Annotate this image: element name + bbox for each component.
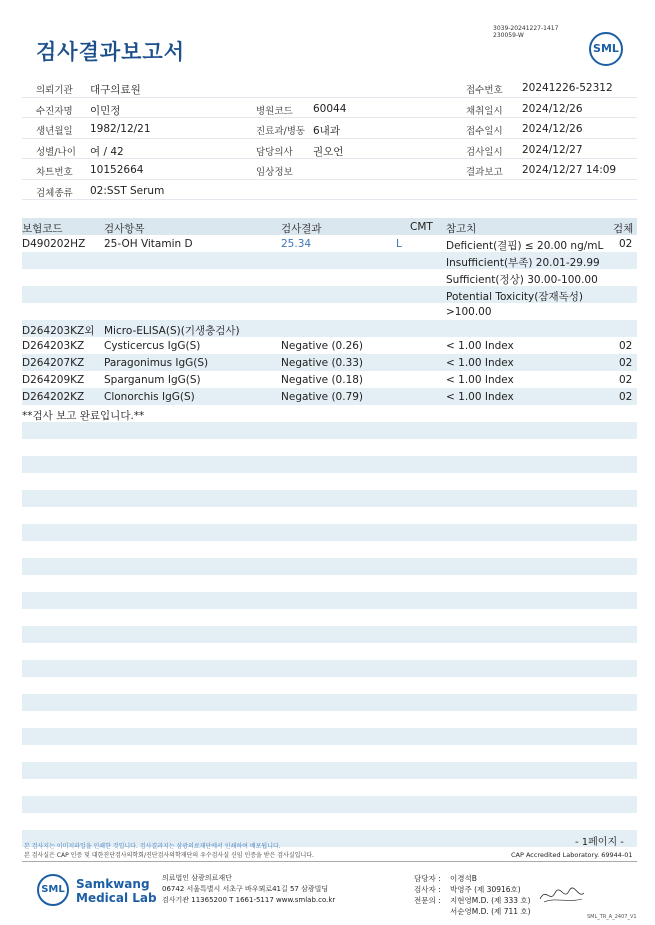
hospital-label: 의뢰기관 xyxy=(36,85,73,96)
hospital-code-value: 60044 xyxy=(313,102,347,115)
exam-date-value: 2024/12/27 xyxy=(522,143,583,156)
sampling-date-value: 2024/12/26 xyxy=(522,102,583,115)
result-item: 25-OH Vitamin D xyxy=(104,238,193,250)
page-number: - 1페이지 - xyxy=(575,837,624,848)
report-title: 검사결과보고서 xyxy=(36,40,186,64)
results-rows xyxy=(22,235,637,847)
report-date-value: 2024/12/27 14:09 xyxy=(522,164,617,176)
result-result: Negative (0.26) xyxy=(281,340,364,352)
footer-note-print: 본 검사지는 이미지파일을 인쇄한 것입니다. 검사결과지는 삼광의료재단에서 인쇄하여 배포됩니다. xyxy=(24,843,281,850)
logo-text: SML xyxy=(593,42,619,55)
result-specimen: 02 xyxy=(619,374,633,386)
result-ref: < 1.00 Index xyxy=(446,340,514,352)
document-code xyxy=(493,25,558,39)
sml-logo-icon xyxy=(589,32,623,66)
result-specimen: 02 xyxy=(619,391,633,403)
info-row xyxy=(22,98,637,119)
reception-no-value: 20241226-52312 xyxy=(522,82,613,94)
info-row xyxy=(22,139,637,160)
result-ref: >100.00 xyxy=(446,306,492,318)
result-ref: Sufficient(정상) 30.00-100.00 xyxy=(446,274,598,286)
footer-notes xyxy=(24,842,314,860)
report-date-label: 결과보고 xyxy=(466,167,503,178)
specimen-value: 02:SST Serum xyxy=(90,184,165,197)
result-row-empty xyxy=(22,541,637,558)
clinical-label: 임상정보 xyxy=(256,167,293,178)
address-line-2: 06742 서울특별시 서초구 바우뫼로41길 57 삼광빌딩 xyxy=(162,885,329,893)
patient-value: 이민정 xyxy=(90,104,121,117)
header-item: 검사항목 xyxy=(104,223,145,235)
result-row-empty xyxy=(22,439,637,456)
reception-no-label: 접수번호 xyxy=(466,85,503,96)
exam-date-label: 검사일시 xyxy=(466,146,503,158)
result-specimen: 02 xyxy=(619,238,633,250)
result-code: D264209KZ xyxy=(22,374,85,386)
result-code: D490202HZ xyxy=(22,238,86,250)
signature-icon xyxy=(538,884,586,906)
result-row-empty xyxy=(22,745,637,762)
sml-footer-logo-icon xyxy=(37,874,69,906)
info-row xyxy=(22,159,637,180)
cap-accreditation: CAP Accredited Laboratory. 69944-01 xyxy=(511,851,633,859)
result-code: D264202KZ xyxy=(22,391,85,403)
result-row-empty xyxy=(22,524,637,541)
result-row-empty xyxy=(22,677,637,694)
result-result: Negative (0.79) xyxy=(281,391,364,403)
brand-line-2: Medical Lab xyxy=(76,891,157,905)
result-ref: Potential Toxicity(잠재독성) xyxy=(446,291,583,303)
result-row-empty xyxy=(22,728,637,745)
result-item: Sparganum IgG(S) xyxy=(104,374,201,386)
result-row-empty xyxy=(22,507,637,524)
info-row xyxy=(22,77,637,98)
result-row-empty xyxy=(22,643,637,660)
result-row-empty xyxy=(22,779,637,796)
result-row-empty xyxy=(22,575,637,592)
footer-note-accreditation: 본 검사실은 CAP 인증 및 대한진단검사의학회/진단검사의학재단의 우수검사실 신임 인증을 받은 검사실입니다. xyxy=(24,852,314,859)
report-complete-note: **검사 보고 완료입니다.** xyxy=(22,410,145,422)
patient-info xyxy=(22,77,637,200)
result-row xyxy=(22,388,637,405)
result-ref: Deficient(결핍) ≤ 20.00 ng/mL xyxy=(446,240,604,252)
staff-label: 검사자 : xyxy=(414,885,441,894)
dept-label: 진료과/병동 xyxy=(256,126,306,137)
result-item: Cysticercus IgG(S) xyxy=(104,340,201,352)
result-row-empty xyxy=(22,609,637,626)
result-item: Micro-ELISA(S)(기생충검사) xyxy=(104,325,240,337)
patient-label: 수진자명 xyxy=(36,105,73,117)
result-item: Clonorchis IgG(S) xyxy=(104,391,195,403)
staff-name: 박영주 (제 30916호) xyxy=(450,885,521,894)
doctor-label: 담당의사 xyxy=(256,146,293,158)
hospital-code-label: 병원코드 xyxy=(256,105,293,117)
result-row xyxy=(22,320,637,337)
form-code: SML_TR_A_2407_V1 xyxy=(587,914,637,920)
result-row xyxy=(22,405,637,422)
result-row xyxy=(22,303,637,320)
result-row-empty xyxy=(22,592,637,609)
result-row-empty xyxy=(22,813,637,830)
result-row-empty xyxy=(22,762,637,779)
result-code: D264207KZ xyxy=(22,357,85,369)
address-line-1: 의료법인 삼광의료재단 xyxy=(162,874,232,882)
results-header xyxy=(22,218,637,235)
result-row-empty xyxy=(22,473,637,490)
result-specimen: 02 xyxy=(619,340,633,352)
result-row xyxy=(22,252,637,269)
hospital-value: 대구의료원 xyxy=(90,84,141,96)
brand-line-1: Samkwang xyxy=(76,877,150,891)
birth-value: 1982/12/21 xyxy=(90,123,151,135)
doctor-value: 권오언 xyxy=(313,145,344,158)
result-row xyxy=(22,337,637,354)
birth-label: 생년월일 xyxy=(36,126,73,137)
result-row xyxy=(22,269,637,286)
result-row-empty xyxy=(22,711,637,728)
document-code-line-2: 230059-W xyxy=(493,32,524,39)
document-code-line-1: 3039-20241227-1417 xyxy=(493,25,559,32)
staff-label: 담당자 : xyxy=(414,874,441,883)
sex-age-label: 성별/나이 xyxy=(36,146,76,158)
result-specimen: 02 xyxy=(619,357,633,369)
header-code: 보험코드 xyxy=(22,223,63,235)
info-row xyxy=(22,118,637,139)
chart-no-label: 차트번호 xyxy=(36,167,73,178)
info-row xyxy=(22,180,637,201)
result-ref: < 1.00 Index xyxy=(446,357,514,369)
reception-date-value: 2024/12/26 xyxy=(522,123,583,135)
result-row xyxy=(22,286,637,303)
result-code: D264203KZ xyxy=(22,340,85,352)
result-row-empty xyxy=(22,660,637,677)
result-result: Negative (0.18) xyxy=(281,374,364,386)
result-ref: < 1.00 Index xyxy=(446,391,514,403)
header-result: 검사결과 xyxy=(281,223,322,235)
footer-address xyxy=(162,873,335,906)
results-table xyxy=(22,218,637,847)
staff-name: 이경석B xyxy=(450,874,477,883)
result-row xyxy=(22,354,637,371)
result-item: Paragonimus IgG(S) xyxy=(104,357,209,369)
sex-age-value: 여 / 42 xyxy=(90,145,124,158)
result-cmt: L xyxy=(396,238,402,250)
result-row xyxy=(22,235,637,252)
result-row-empty xyxy=(22,456,637,473)
result-row-empty xyxy=(22,490,637,507)
chart-no-value: 10152664 xyxy=(90,164,144,176)
footer-divider xyxy=(22,861,637,862)
result-row-empty xyxy=(22,796,637,813)
address-line-3: 검사기관 11365200 T 1661-5117 www.smlab.co.kr xyxy=(162,896,336,904)
result-row-empty xyxy=(22,626,637,643)
result-row-empty xyxy=(22,694,637,711)
result-ref: Insufficient(부족) 20.01-29.99 xyxy=(446,257,600,269)
header-specimen: 검체 xyxy=(613,223,634,235)
brand-name xyxy=(76,877,157,905)
sampling-date-label: 채취일시 xyxy=(466,105,503,117)
result-result: 25.34 xyxy=(281,238,312,250)
reception-date-label: 접수일시 xyxy=(466,126,503,137)
result-result: Negative (0.33) xyxy=(281,357,364,369)
specimen-label: 검체종류 xyxy=(36,187,73,199)
header-reference: 참고치 xyxy=(446,223,477,235)
result-code: D264203KZ외 xyxy=(22,325,95,337)
dept-value: 6내과 xyxy=(313,125,340,137)
result-row-empty xyxy=(22,422,637,439)
footer-logo-text: SML xyxy=(41,884,65,895)
staff-name: 지현영M.D. (제 333 호) xyxy=(450,896,531,905)
staff-label: 전문의 : xyxy=(414,896,441,905)
result-row-empty xyxy=(22,558,637,575)
staff-name: 서순영M.D. (제 711 호) xyxy=(450,907,531,916)
header-cmt: CMT xyxy=(410,221,433,233)
result-row xyxy=(22,371,637,388)
result-ref: < 1.00 Index xyxy=(446,374,514,386)
